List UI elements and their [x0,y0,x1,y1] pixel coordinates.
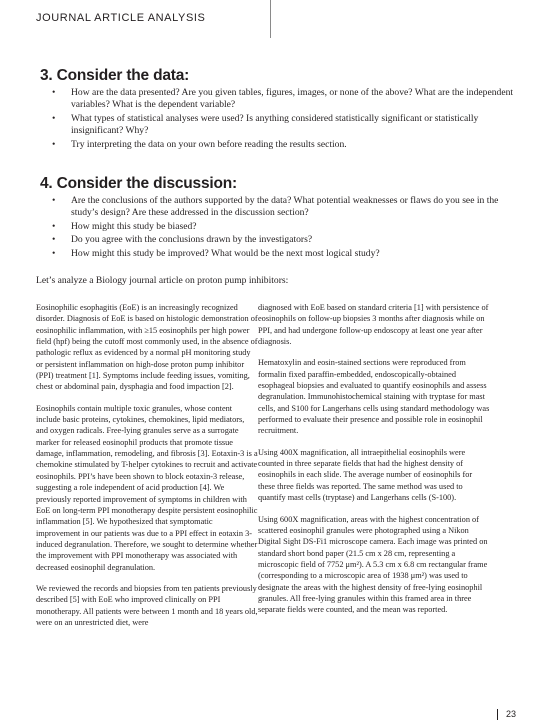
bullet-icon: • [52,220,56,232]
list-item [40,87,525,112]
running-header: JOURNAL ARTICLE ANALYSIS [36,12,206,24]
article-paragraph: Hematoxylin and eosin-stained sections were reproduced from formalin fixed paraffin-embedded, endoscopically-obtained esophageal biopsies and evaluated to quantify eosinophils and assess degranulation. Immunohistochemical staining with tryptase for mast cells, and S100 for Langerhans cells using standard methodology was performed to evaluate their presence and possible role in eosinophil recruitment. [258,358,490,436]
list-item [40,113,525,138]
article-column-right [258,302,490,626]
list-item [40,139,525,151]
section-consider-discussion [40,175,525,261]
bullet-icon: • [52,138,56,150]
section-heading-data: 3. Consider the data: [40,67,190,84]
footer-divider [497,709,498,720]
list-item-text: What types of statistical analyses were used? Is anything considered statistically significant or statistically insignificant? Why? [71,112,479,137]
list-item-text: How might this study be improved? What would be the next most logical study? [71,247,380,259]
article-paragraph: Eosinophils contain multiple toxic granules, whose content include basic proteins, cytokines, chemokines, lipid mediators, and oxygen radicals. Free-lying granules serve as a surrogate marker for released eosinophil products that promote tissue damage, inflammation, remodeling, and fibrosis [3]. Eotaxin-3 is a chemokine stimulated by T-helper cytokines to recruit and activate eosinophils. PPI’s have been shown to block eotaxin-3 release, suggesting a role independent of acid production [4]. We previously reported improvement of symptoms in children with EoE on long-term PPI monotherapy despite persistent eosinophilic inflammation [5]. We hypothesized that symptomatic improvement in our patients was due to a PPI effect in eotaxin 3- induced degranulation. Therefore, we sought to determine whether the improvement with PPI monotherapy was associated with decreased eosinophil degranulation. [36,403,258,572]
header-divider [270,0,271,38]
section-heading-discussion: 4. Consider the discussion: [40,175,238,192]
bullet-icon: • [52,247,56,259]
list-item [40,248,525,260]
section-consider-data [40,67,525,152]
list-item [40,221,525,233]
bullet-list-data [40,87,525,151]
article-paragraph: Using 400X magnification, all intraepithelial eosinophils were counted in three separate fields that had the highest density of eosinophils in each slide. The average number of eosinophils for these three fields was reported. The same method was used to quantify mast cells (tryptase) and Langerhans cells (S-100). [258,447,473,503]
list-item-text: How might this study be biased? [71,220,197,232]
bullet-icon: • [52,112,56,124]
bullet-list-discussion [40,195,525,260]
list-item-text: Are the conclusions of the authors supported by the data? What potential weaknesses or flaws do you see in the study’s design? Are these addressed in the discussion section? [71,195,499,219]
bullet-icon: • [52,195,56,206]
page-footer [497,709,516,720]
list-item-text: Try interpreting the data on your own before reading the results section. [71,138,347,150]
list-item-text: Do you agree with the conclusions drawn by the investigators? [71,234,313,246]
article-paragraph: Using 600X magnification, areas with the highest concentration of scattered eosinophil granules were photographed using a Nikon Digital Sight DS-Fi1 microscope camera. Each image was printed on standard short bond paper (21.5 cm x 28 cm, representing a microscopic field of 7752 μm²). A 5.3 cm x 6.8 cm rectangular frame (corresponding to a microscopic area of 1938 μm²) was used to designate the areas with the highest density of free-lying eosinophil granules. All free-lying granules within this framed area in three separate fields were counted, and the mean was reported. [258,514,488,615]
article-column-left [36,302,258,638]
article-paragraph: Eosinophilic esophagitis (EoE) is an increasingly recognized disorder. Diagnosis of EoE is based on histologic demonstration of eosinophilic inflammation, with ≥15 eosinophils per high power field (hpf) being the cutoff most commonly used, in the absence of pathologic reflux as evidenced by a normal pH monitoring study or persistent inflammation on high-dose proton pump inhibitor (PPI) treatment [1]. Symptoms include feeding issues, vomiting, chest or abdominal pain, dysphagia and food impaction [2]. [36,303,258,392]
article-paragraph: We reviewed the records and biopsies from ten patients previously described [5] with EoE who improved clinically on PPI monotherapy. All patients were between 1 month and 18 years old, were on an unrestricted diet, were [36,583,258,627]
page-number: 23 [505,708,516,719]
article-intro: Let’s analyze a Biology journal article on proton pump inhibitors: [36,275,289,286]
list-item-text: How are the data presented? Are you given tables, figures, images, or none of the above? What are the independent variables? What is the dependent variable? [71,87,514,111]
list-item [40,234,525,246]
article-paragraph: diagnosed with EoE based on standard criteria [1] with persistence of eosinophils on follow-up biopsies 3 months after diagnosis while on PPI, and had undergone follow-up endoscopy at least one year after diagnosis. [258,303,489,347]
bullet-icon: • [52,234,56,246]
list-item [40,195,525,220]
bullet-icon: • [52,87,56,98]
